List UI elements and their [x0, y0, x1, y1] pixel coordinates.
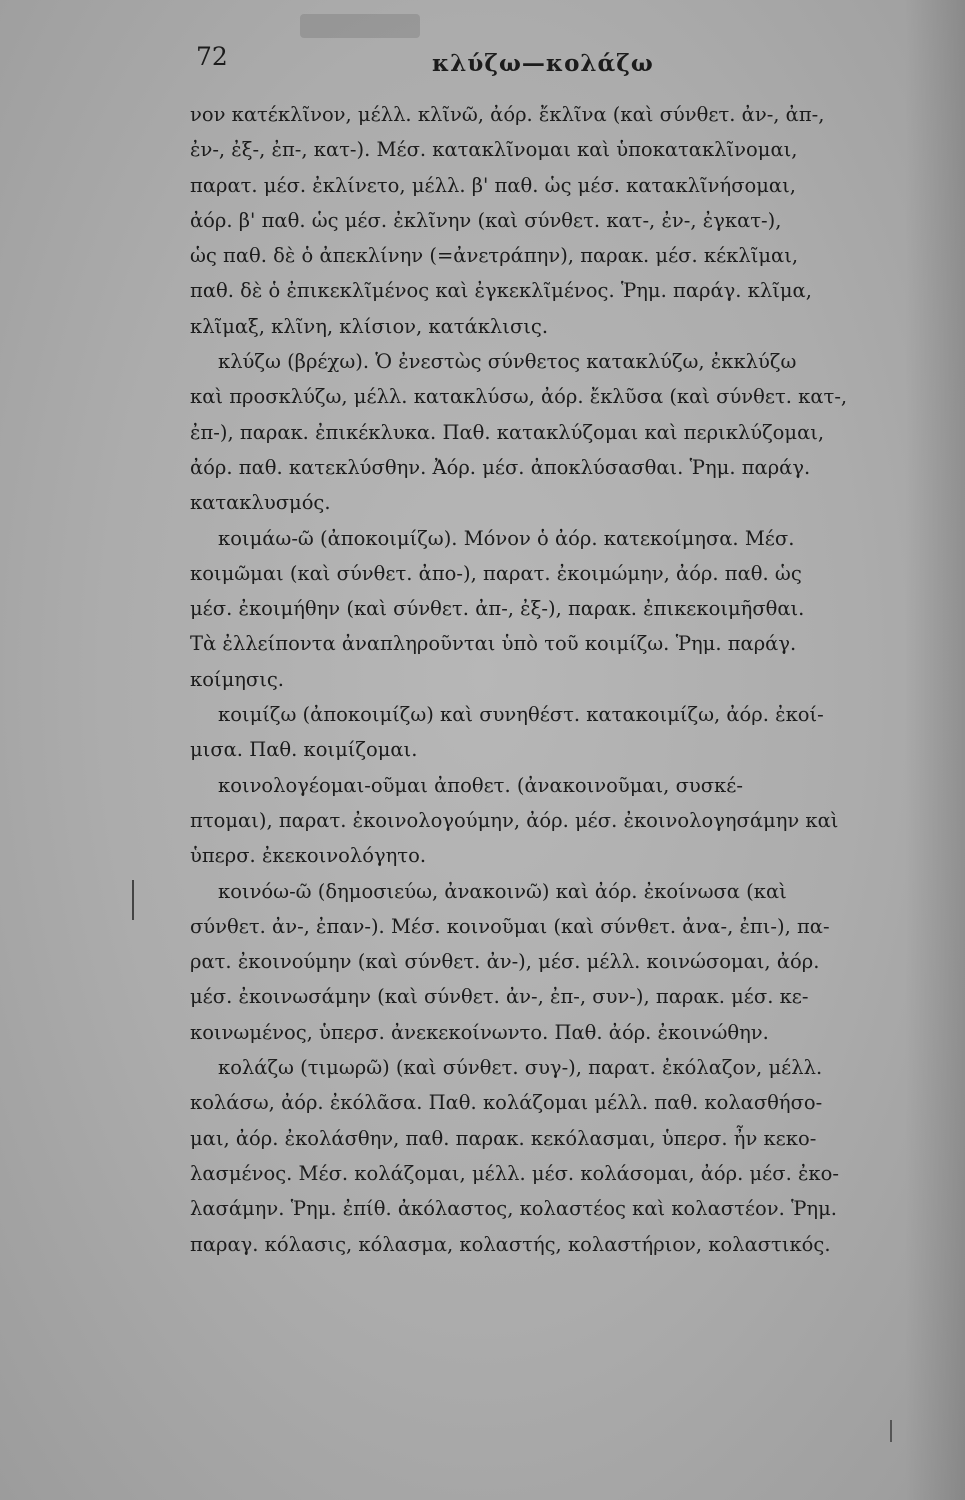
text-line: ρατ. ἐκοινούμην (καὶ σύνθετ. ἀν-), μέσ. μέλλ. κοινώσομαι, ἀόρ.	[190, 950, 820, 974]
entry-start-line: κοιμίζω (ἀποκοιμίζω) καὶ συνηθέστ. κατακοιμίζω, ἀόρ. ἐκοί-	[218, 703, 824, 727]
text-line: νον κατέκλῖνον, μέλλ. κλῖνῶ, ἀόρ. ἔκλῖνα (καὶ σύνθετ. ἀν-, ἀπ-,	[190, 103, 825, 126]
running-head: κλύζω—κολάζω	[432, 50, 654, 77]
text-line: παθ. δὲ ὁ ἐπικεκλῖμένος καὶ ἐγκεκλῖμένος. Ῥημ. παράγ. κλῖμα,	[190, 279, 812, 303]
text-line: παρατ. μέσ. ἐκλίνετο, μέλλ. β' παθ. ὡς μέσ. κατακλῖνήσομαι,	[190, 173, 796, 197]
text-line: ὑπερσ. ἐκεκοινολόγητο.	[190, 844, 427, 868]
text-line: μισα. Παθ. κοιμίζομαι.	[190, 738, 418, 762]
text-line: κατακλυσμός.	[190, 491, 331, 515]
text-line: ἀόρ. παθ. κατεκλύσθην. Ἀόρ. μέσ. ἀποκλύσασθαι. Ῥημ. παράγ.	[190, 455, 811, 479]
text-line: ἀόρ. β' παθ. ὡς μέσ. ἐκλῖνην (καὶ σύνθετ. κατ-, ἐν-, ἐγκατ-),	[190, 208, 782, 232]
text-line: καὶ προσκλύζω, μέλλ. κατακλύσω, ἀόρ. ἔκλῦσα (καὶ σύνθετ. κατ-,	[190, 385, 848, 409]
text-line: παραγ. κόλασις, κόλασμα, κολαστής, κολαστήριον, κολαστικός.	[190, 1232, 831, 1256]
text-line: μαι, ἀόρ. ἐκολάσθην, παθ. παρακ. κεκόλασμαι, ὑπερσ. ἦν κεκο-	[190, 1126, 817, 1150]
text-line: λασμένος. Μέσ. κολάζομαι, μέλλ. μέσ. κολάσομαι, ἀόρ. μέσ. ἐκο-	[190, 1161, 839, 1185]
text-line: κοιμῶμαι (καὶ σύνθετ. ἀπο-), παρατ. ἐκοιμώμην, ἀόρ. παθ. ὡς	[190, 561, 802, 585]
text-line: πτομαι), παρατ. ἐκοινολογούμην, ἀόρ. μέσ. ἐκοινολογησάμην καὶ	[190, 808, 839, 832]
top-stain	[300, 14, 420, 38]
text-line: μέσ. ἐκοιμήθην (καὶ σύνθετ. ἀπ-, ἐξ-), παρακ. ἐπικεκοιμῆσθαι.	[190, 597, 805, 621]
margin-mark	[132, 880, 134, 920]
text-line: μέσ. ἐκοινωσάμην (καὶ σύνθετ. ἀν-, ἐπ-, συν-), παρακ. μέσ. κε-	[190, 985, 809, 1009]
text-line: ἐν-, ἐξ-, ἐπ-, κατ-). Μέσ. κατακλῖνομαι καὶ ὑποκατακλῖνομαι,	[190, 138, 798, 162]
text-line: λασάμην. Ῥημ. ἐπίθ. ἀκόλαστος, κολαστέος καὶ κολαστέον. Ῥημ.	[190, 1197, 837, 1221]
entry-start-line: κοινόω-ῶ (δημοσιεύω, ἀνακοινῶ) καὶ ἀόρ. ἐκοίνωσα (καὶ	[218, 879, 787, 903]
text-line: ὡς παθ. δὲ ὁ ἀπεκλίνην (=ἀνετράπην), παρακ. μέσ. κέκλῖμαι,	[190, 244, 799, 268]
text-line: κοινωμένος, ὑπερσ. ἀνεκεκοίνωντο. Παθ. ἀόρ. ἐκοινώθην.	[190, 1020, 769, 1044]
page-header	[190, 40, 890, 80]
entry-start-line: κοινολογέομαι-οῦμαι ἀποθετ. (ἀνακοινοῦμαι, συσκέ-	[218, 773, 743, 797]
text-line: σύνθετ. ἀν-, ἐπαν-). Μέσ. κοινοῦμαι (καὶ σύνθετ. ἀνα-, ἐπι-), πα-	[190, 914, 830, 938]
entry-start-line: κοιμάω-ῶ (ἀποκοιμίζω). Μόνον ὁ ἀόρ. κατεκοίμησα. Μέσ.	[218, 526, 795, 550]
text-line: ἐπ-), παρακ. ἐπικέκλυκα. Παθ. κατακλύζομαι καὶ περικλύζομαι,	[190, 420, 825, 444]
text-line: Τὰ ἐλλείποντα ἀναπληροῦνται ὑπὸ τοῦ κοιμίζω. Ῥημ. παράγ.	[190, 632, 797, 656]
dictionary-text	[190, 97, 905, 1262]
text-line: κοίμησις.	[190, 667, 285, 691]
entry-start-line: κλύζω (βρέχω). Ὁ ἐνεστὼς σύνθετος κατακλύζω, ἐκκλύζω	[218, 350, 797, 374]
text-line: κολάσω, ἀόρ. ἐκόλᾶσα. Παθ. κολάζομαι μέλλ. παθ. κολασθήσο-	[190, 1091, 823, 1115]
page-number: 72	[196, 42, 228, 71]
entry-start-line: κολάζω (τιμωρῶ) (καὶ σύνθετ. συγ-), παρατ. ἐκόλαζον, μέλλ.	[218, 1056, 823, 1080]
margin-mark	[890, 1420, 892, 1442]
text-line: κλῖμαξ, κλῖνη, κλίσιον, κατάκλισις.	[190, 314, 549, 338]
page-spine-shadow	[905, 0, 965, 1500]
